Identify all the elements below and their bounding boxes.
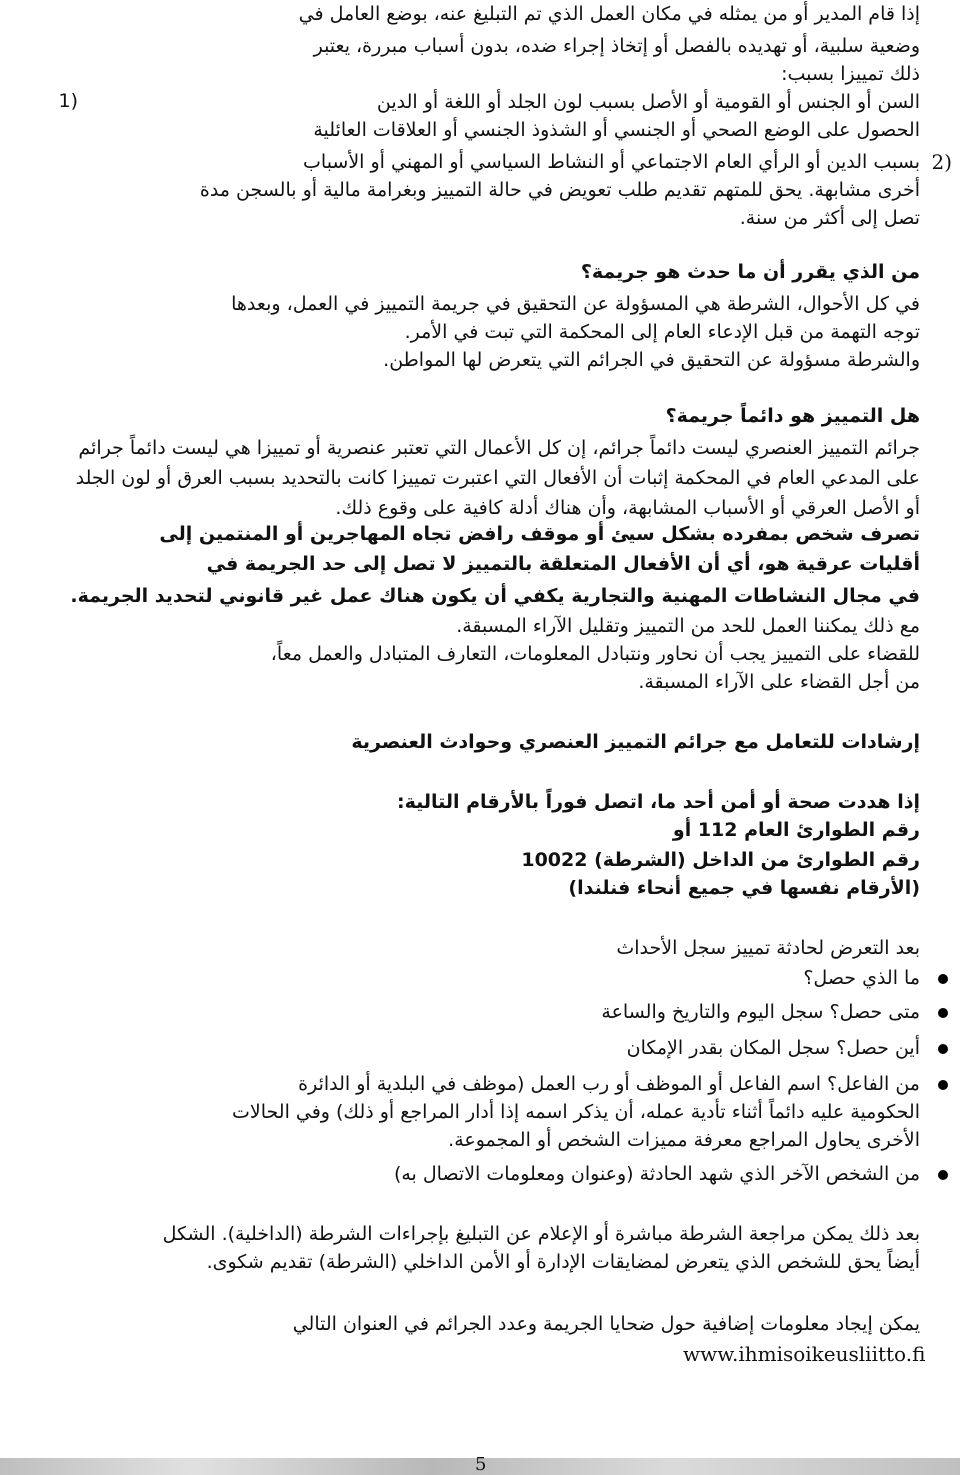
text-line: بعد التعرض لحادثة تمييز سجل الأحداث [616,937,920,959]
text-line: وضعية سلبية، أو تهديده بالفصل أو إتخاذ إجراء ضده، بدون أسباب مبررة، يعتبر [313,35,920,57]
text-line: من أجل القضاء على الآراء المسبقة. [638,671,920,693]
list-item: من الشخص الآخر الذي شهد الحادثة (وعنوان ومعلومات الاتصال به) [393,1163,920,1185]
text-line: مع ذلك يمكننا العمل للحد من التمييز وتقليل الآراء المسبقة. [456,615,920,637]
text-line: إذا قام المدير أو من يمثله في مكان العمل الذي تم التبليغ عنه، بوضع العامل في [298,3,920,25]
bullet-icon [938,1170,948,1180]
list-item-continued: الحكومية عليه دائماً أثناء تأدية عمله، أن يذكر اسمه إذا أدار المراجع أو ذلك) وفي الحالات [232,1101,920,1123]
text-line: للقضاء على التمييز يجب أن نحاور ونتبادل المعلومات، التعارف المتبادل والعمل معاً، [270,643,920,665]
text-line: ذلك تمييزا بسبب: [781,63,920,85]
text-line: أو الأصل العرقي أو الأسباب المشابهة، وأن هناك أدلة كافية على وقوع ذلك. [335,497,920,519]
text-line: توجه التهمة من قبل الإدعاء العام إلى المحكمة التي تبت في الأمر. [404,321,920,343]
list-number: 2) [931,150,952,174]
section-heading: من الذي يقرر أن ما حدث هو جريمة؟ [580,261,920,283]
website-link[interactable]: www.ihmisoikeusliitto.fi [683,1342,926,1366]
text-line: يمكن إيجاد معلومات إضافية حول ضحايا الجريمة وعدد الجرائم في العنوان التالي [292,1313,920,1335]
section-heading: إرشادات للتعامل مع جرائم التمييز العنصري وحوادث العنصرية [351,731,920,753]
text-line: بعد ذلك يمكن مراجعة الشرطة مباشرة أو الإعلام عن التبليغ بإجراءات الشرطة (الداخلية). الشكل [162,1223,920,1245]
text-line: تصرف شخص بمفرده بشكل سيئ أو موقف رافض تجاه المهاجرين أو المنتمين إلى [159,523,920,545]
emergency-number-general: رقم الطوارئ العام 112 أو [672,819,920,841]
bullet-icon [938,974,948,984]
emergency-note: (الأرقام نفسها في جميع أنحاء فنلندا) [568,877,920,899]
list-item: متى حصل؟ سجل اليوم والتاريخ والساعة [601,1001,920,1023]
emergency-number-police: رقم الطوارئ من الداخل (الشرطة) 10022 [521,849,920,871]
page-number: 5 [475,1454,487,1475]
list-item: أين حصل؟ سجل المكان بقدر الإمكان [626,1037,920,1059]
text-line: على المدعي العام في المحكمة إثبات أن الأفعال التي اعتبرت تمييزا كانت بالتحديد بسبب العرق أو لون الجلد [75,467,920,489]
list-number: 1) [58,90,78,112]
section-heading: هل التمييز هو دائماً جريمة؟ [665,405,920,427]
text-line: الحصول على الوضع الصحي أو الجنسي أو الشذوذ الجنسي أو العلاقات العائلية [313,119,920,141]
text-line: بسبب الدين أو الرأي العام الاجتماعي أو النشاط السياسي أو المهني أو الأسباب [303,151,920,173]
text-line: تصل إلى أكثر من سنة. [739,207,920,229]
list-item-continued: الأخرى يحاول المراجع معرفة مميزات الشخص أو المجموعة. [448,1129,920,1151]
text-line: أيضاً يحق للشخص الذي يتعرض لمضايقات الإدارة أو الأمن الداخلي (الشرطة) تقديم شكوى. [206,1251,920,1273]
text-line: السن أو الجنس أو القومية أو الأصل بسبب لون الجلد أو اللغة أو الدين [376,91,920,113]
text-line: في كل الأحوال، الشرطة هي المسؤولة عن التحقيق في جريمة التمييز في العمل، وبعدها [231,293,920,315]
bullet-icon [938,1008,948,1018]
text-line: جرائم التمييز العنصري ليست دائماً جرائم، إن كل الأعمال التي تعتبر عنصرية أو تمييزا هي ليست دائماً جرائم [78,437,920,459]
text-line: والشرطة مسؤولة عن التحقيق في الجرائم التي يتعرض لها المواطن. [383,349,920,371]
emergency-heading: إذا هددت صحة أو أمن أحد ما، اتصل فوراً بالأرقام التالية: [396,791,920,813]
bullet-icon [938,1080,948,1090]
bullet-icon [938,1044,948,1054]
text-line: في مجال النشاطات المهنية والتجارية يكفي أن يكون هناك عمل غير قانوني لتحديد الجريمة. [70,585,920,607]
text-line: أخرى مشابهة. يحق للمتهم تقديم طلب تعويض في حالة التمييز وبغرامة مالية أو بالسجن مدة [199,179,920,201]
list-item: من الفاعل؟ اسم الفاعل أو الموظف أو رب العمل (موظف في البلدية أو الدائرة [298,1073,920,1095]
text-line: أقليات عرقية هو، أي أن الأفعال المتعلقة بالتمييز لا تصل إلى حد الجريمة في [206,553,920,575]
list-item: ما الذي حصل؟ [803,967,920,989]
